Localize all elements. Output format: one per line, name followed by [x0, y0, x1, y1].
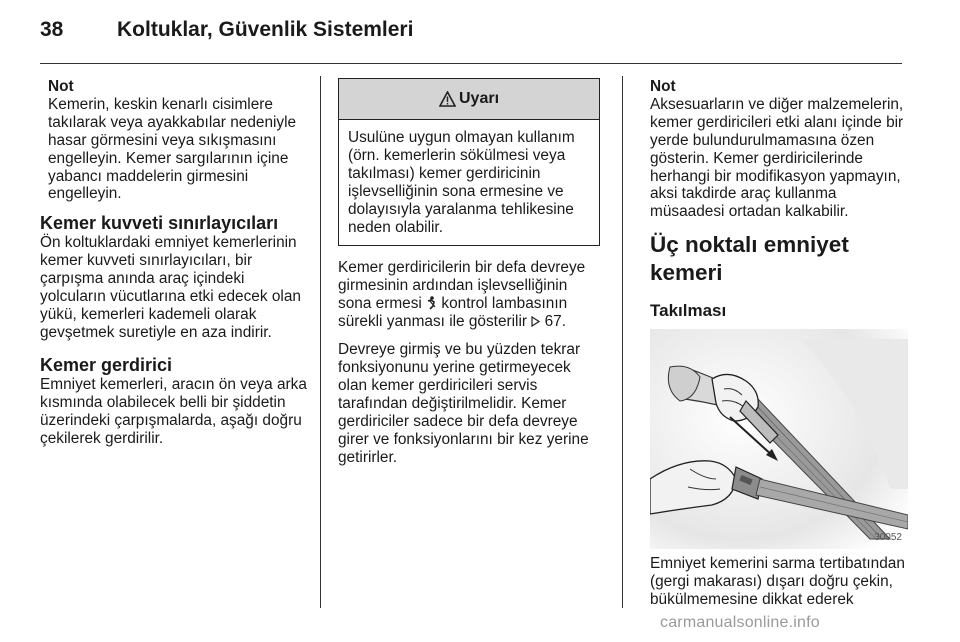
paragraph-text: Kemer gerdiricilerin bir defa devreye girmesinin ardından işlevselliğinin sona ermesi [338, 259, 586, 313]
note-box [650, 78, 908, 221]
paragraph-fastening: Emniyet kemerini sarma tertibatından (gergi makarası) dışarı doğru çekin, bükülmemesine dikkat ederek [650, 555, 905, 609]
paragraph-tensioner: Emniyet kemerleri, aracın ön veya arka kısmında olabilecek belli bir şiddetin üzerindeki çarpışmalarda, aşağı doğru çekilerek gerdirilir. [40, 375, 307, 447]
seatbelt-fastening-drawing [650, 329, 908, 549]
figure-number: 30052 [874, 532, 902, 544]
section-heading-three-point-belt: Üç noktalı emniyet kemeri [650, 232, 849, 286]
watermark: carmanualsonline.info [660, 614, 820, 631]
warning-box [338, 78, 600, 246]
warning-triangle-icon [439, 91, 456, 107]
note-box [40, 78, 308, 203]
page-title: Koltuklar, Güvenlik Sistemleri [117, 18, 414, 41]
column-divider [622, 76, 623, 608]
section-heading-tensioner: Kemer gerdirici [40, 354, 173, 375]
column-left [40, 78, 308, 447]
section-heading-limiters: Kemer kuvveti sınırlayıcıları [40, 213, 279, 234]
header-rule [40, 63, 902, 64]
page-reference[interactable]: 67. [544, 313, 566, 331]
subsection-heading-fastening: Takılması [650, 301, 727, 321]
note-text: Kemerin, keskin kenarlı cisimlere takılarak veya ayakkabılar nedeniyle hasar görmesini veya sıkışmasını engelleyin. Kemer sargılarının içine yabancı maddelerin girmesini engelleyin. [48, 95, 297, 203]
paragraph-pretensioner-indicator [338, 259, 604, 331]
warning-text: Usulüne uygun olmayan kullanım (örn. kemerlerin sökülmesi veya takılması) kemer gerdiricinin işlevselliğinin sona ermesine ve dolayısıyla yaralanma tehlikesine neden olabilir. [348, 129, 575, 236]
seatbelt-illustration [650, 329, 908, 549]
warning-title: Uyarı [458, 90, 500, 108]
note-text: Aksesuarların ve diğer malzemelerin, kemer gerdiricileri etki alanı içinde bir yerde bulundurulmamasına özen gösterin. Kemer gerdiricilerinde herhangi bir modifikasyon yapmayın, aksi takdirde araç kullanma müsaadesi ortadan kalkabilir. [650, 95, 904, 221]
paragraph-text: kontrol lambasının sürekli yanması ile gösterilir [338, 295, 568, 331]
page-number: 38 [40, 18, 64, 41]
column-right [650, 78, 908, 609]
paragraph-replacement: Devreye girmiş ve bu yüzden tekrar fonksiyonunu yerine getirmeyecek olan kemer gerdiricileri servis tarafından değiştirilmelidir. Kemer gerdiriciler sadece bir defa devreye girer ve fonksiyonlarını bir kez yerine getirirler. [338, 341, 589, 466]
column-divider [320, 76, 321, 608]
page-reference-arrow-icon [531, 316, 540, 327]
note-label: Not [650, 78, 676, 95]
seatbelt-pretensioner-icon [426, 296, 437, 310]
note-label: Not [48, 78, 74, 95]
warning-header [339, 79, 599, 120]
column-middle [338, 78, 604, 466]
page-header [40, 18, 910, 48]
paragraph-limiters: Ön koltuklardaki emniyet kemerlerinin kemer kuvveti sınırlayıcıları, bir çarpışma anında araç içindeki yolcuların vücutlarına etki edecek olan yükü, kemerleri kademeli olarak gevşetmek suretiyle en aza indirir. [40, 234, 301, 341]
